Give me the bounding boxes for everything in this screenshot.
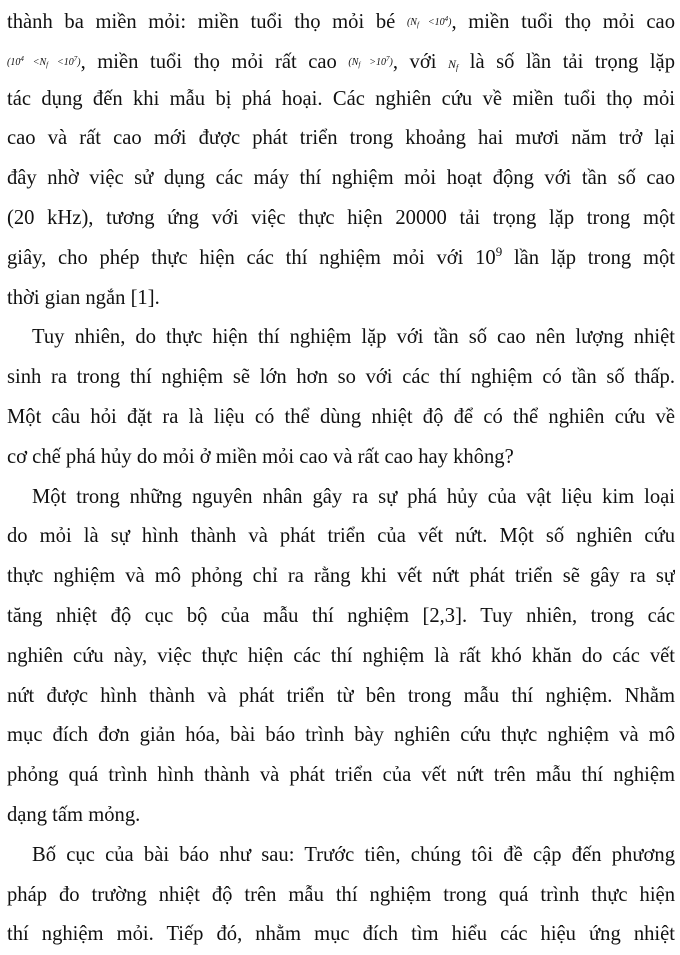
paragraph-4 [7, 836, 675, 955]
paragraph-2 [7, 318, 675, 477]
text-line: cao và rất cao mới được phát triển trong khoảng hai mươi năm trở lại [7, 127, 675, 150]
inline-formula: $(10^4 <N_f <10^7)$ [7, 54, 81, 69]
text-line: Một trong những nguyên nhân gây ra sự phá hủy của vật liệu kim loại [32, 485, 675, 508]
text-line: thành ba miền mỏi: miền tuổi thọ mỏi bé $(N_f <10^4)$, miền tuổi thọ mỏi cao [7, 11, 675, 33]
text-line: thực nghiệm và mô phỏng chỉ ra rằng khi vết nứt phát triển sẽ gây ra sự [7, 565, 675, 588]
text-line: Bố cục của bài báo như sau: Trước tiên, chúng tôi đề cập đến phương [32, 843, 675, 866]
text-line: pháp đo trường nhiệt độ trên mẫu thí nghiệm trong quá trình thực hiện [7, 883, 675, 906]
text-line: giây, cho phép thực hiện các thí nghiệm mỏi với $10^9$ lần lặp trong một [7, 243, 675, 269]
text-line: do mỏi là sự hình thành và phát triển của vết nứt. Một số nghiên cứu [7, 525, 675, 548]
text-line: (20 kHz), tương ứng với việc thực hiện 20000 tải trọng lặp trong một [7, 206, 675, 229]
text-line: sinh ra trong thí nghiệm sẽ lớn hơn so với các thí nghiệm có tần số thấp. [7, 366, 675, 389]
text-line: $(10^4 <N_f <10^7)$, miền tuổi thọ mỏi rất cao $(N_f >10^7)$, với $N_f$ là số lần tải trọng lặp [7, 50, 675, 73]
text-line: nghiên cứu này, việc thực hiện các thí nghiệm là rất khó khăn do các vết [7, 644, 675, 667]
inline-formula: $(N_f <10^4)$ [406, 15, 452, 29]
text-line: Một câu hỏi đặt ra là liệu có thể dùng nhiệt độ để có thể nghiên cứu về [7, 405, 675, 428]
text-line: thí nghiệm mỏi. Tiếp đó, nhằm mục đích tìm hiểu các hiệu ứng nhiệt [7, 923, 675, 946]
text-line: phỏng quá trình hình thành và phát triển của vết nứt trên mẫu thí nghiệm [7, 764, 675, 787]
text-line: dạng tấm mỏng. [7, 803, 141, 826]
paragraph-1 [7, 0, 675, 318]
inline-formula: $(N_f >10^7)$ [348, 54, 393, 69]
inline-formula: $N_f$ [447, 56, 459, 72]
text-line: tăng nhiệt độ cục bộ của mẫu thí nghiệm [2,3]. Tuy nhiên, trong các [7, 604, 675, 627]
paragraph-3 [7, 478, 675, 836]
text-line: nứt được hình thành và phát triển từ bên trong mẫu thí nghiệm. Nhằm [7, 684, 675, 707]
text-line: đây nhờ việc sử dụng các máy thí nghiệm mỏi hoạt động với tần số cao [7, 167, 675, 190]
text-line: tác dụng đến khi mẫu bị phá hoại. Các nghiên cứu về miền tuổi thọ mỏi [7, 87, 675, 110]
text-line: thời gian ngắn [1]. [7, 286, 160, 309]
text-line: mục đích đơn giản hóa, bài báo trình bày nghiên cứu thực nghiệm và mô [7, 724, 675, 747]
text-line: cơ chế phá hủy do mỏi ở miền mỏi cao và rất cao hay không? [7, 445, 514, 468]
document-page [7, 0, 675, 955]
text-line: Tuy nhiên, do thực hiện thí nghiệm lặp với tần số cao nên lượng nhiệt [32, 326, 675, 349]
